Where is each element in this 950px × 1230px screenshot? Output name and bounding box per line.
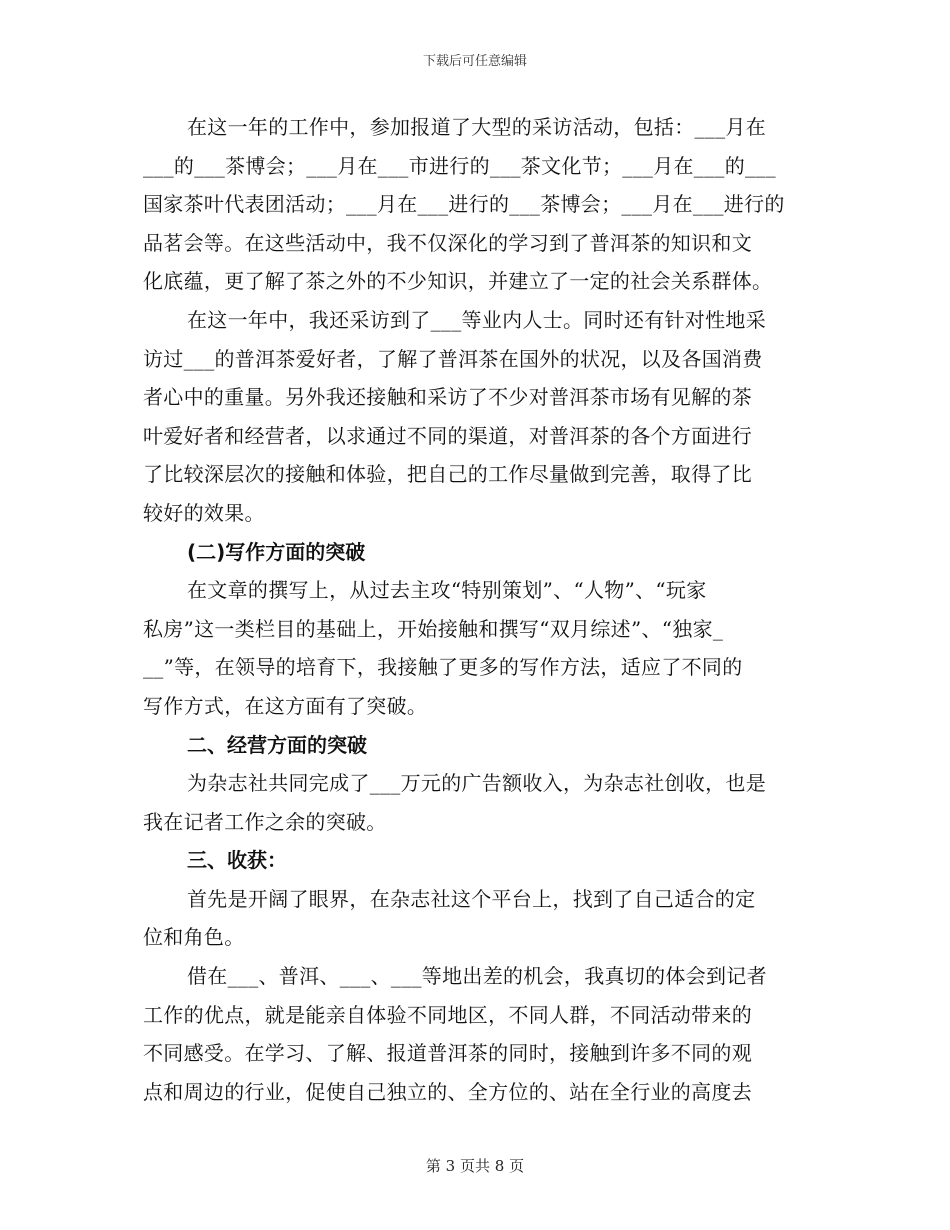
paragraph [143,764,808,841]
text-line: 访过___的普洱茶爱好者，了解了普洱茶在国外的状况，以及各国消费 [143,346,763,371]
text-line: 位和角色。 [143,925,245,950]
text-line: 首先是开阔了眼界，在杂志社这个平台上，找到了自己适合的定 [187,886,756,911]
text-line: 借在___、普洱、___、___等地出差的机会，我真切的体会到记者 [187,964,767,989]
text-line: 在这一年的工作中，参加报道了大型的采访活动，包括：___月在 [187,115,766,139]
paragraph [143,880,808,957]
paragraph [143,108,808,301]
text-line: 叶爱好者和经营者，以求通过不同的渠道，对普洱茶的各个方面进行 [143,423,752,448]
page-header: 下载后可任意编辑 [422,54,527,69]
text-line: 我在记者工作之余的突破。 [143,809,387,834]
text-line: 点和周边的行业，促使自己独立的、全方位的、站在全行业的高度去 [143,1079,752,1104]
paragraph [143,301,808,533]
paragraph [143,957,808,1111]
text-line: 了比较深层次的接触和体验，把自己的工作尽量做到完善，取得了比 [143,462,752,487]
page-footer: 第 3 页共 8 页 [425,1157,525,1175]
text-line: 写作方式，在这方面有了突破。 [143,693,428,718]
text-line: 为杂志社共同完成了___万元的广告额收入，为杂志社创收，也是 [187,771,766,796]
text-line: 在这一年中，我还采访到了___等业内人士。同时还有针对性地采 [187,307,766,332]
text-line: 在文章的撰写上，从过去主攻“特别策划”、“人物”、“玩家 [187,578,707,603]
text-line: 私房”这一类栏目的基础上，开始接触和撰写“双月综述”、“独家_ [143,616,724,641]
text-line: 者心中的重量。另外我还接触和采访了不少对普洱茶市场有见解的茶 [143,385,752,410]
text-line: __”等，在领导的培育下，我接触了更多的写作方法，适应了不同的 [143,655,743,680]
section-heading: 二、经营方面的突破 [187,732,367,757]
text-line: 品茗会等。在这些活动中，我不仅深化的学习到了普洱茶的知识和文 [143,230,752,255]
text-line: ___的___茶博会；___月在___市进行的___茶文化节；___月在___的___ [143,153,776,178]
text-line: 不同感受。在学习、了解、报道普洱茶的同时，接触到许多不同的观 [143,1041,752,1066]
section-heading: 三、收获： [187,848,287,873]
document-body [143,108,808,1111]
text-line: 工作的优点，就是能亲自体验不同地区，不同人群，不同活动带来的 [143,1002,752,1027]
paragraph [143,571,808,725]
text-line: 较好的效果。 [143,500,265,525]
text-line: 化底蕴，更了解了茶之外的不少知识，并建立了一定的社会关系群体。 [143,269,773,294]
text-line: 国家茶叶代表团活动；___月在___进行的___茶博会；___月在___进行的 [143,192,785,217]
section-heading: (二)写作方面的突破 [187,539,366,564]
